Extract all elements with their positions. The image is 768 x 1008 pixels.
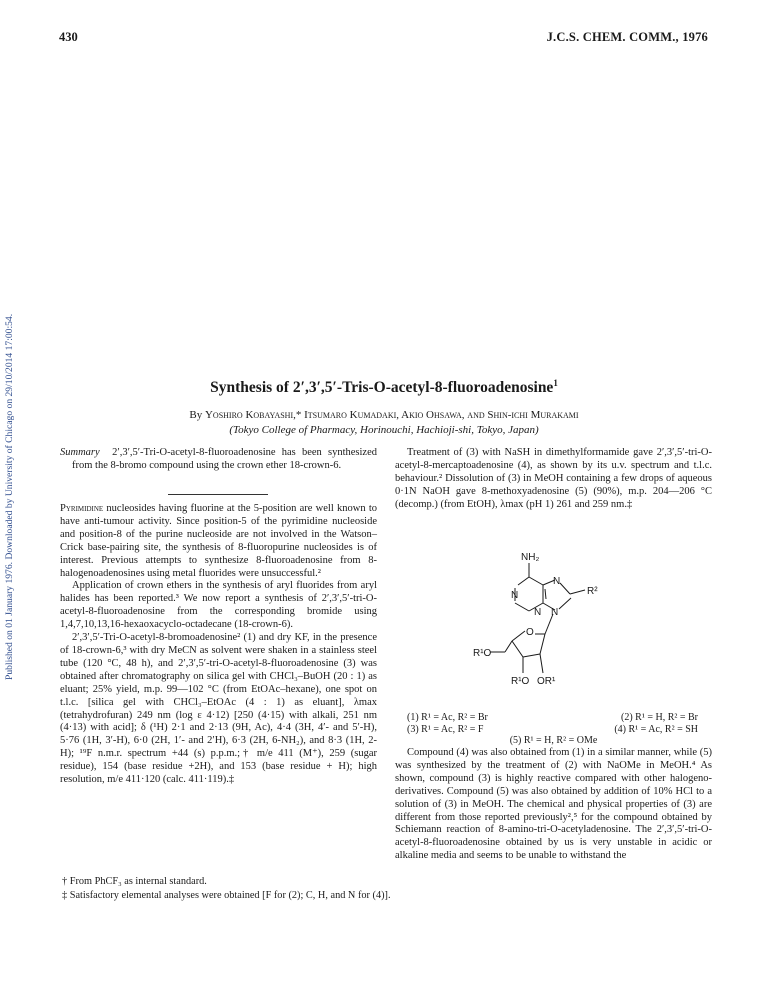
footnote-double-dagger: ‡ Satisfactory elemental analyses were obtained [F for (2); C, H, and N for (4)]. [62, 890, 391, 901]
paragraph-synthesis: 2′,3′,5′-Tri-O-acetyl-8-bromoadenosine² (1) and dry KF, in the presence of 18-crown-6,³ with dry MeCN as solvent were shaken in a stainless steel tube (120 °C, 48 h), and 2′,3′,5′-tri-O-acetyl-8-fluoroadenosine (3) was obtained after chromatography on silica gel with CHCl₃–BuOH (20 : 1) as eluant; 25% yield, m.p. 99—102 °C (from EtOAc–hexane), one spot on t.l.c. [silica gel with CHCl₃–EtOAc (4 : 1) as eluant], λmax (tetrahydrofuran) 249 nm (log ε 4·12) [250 (4·15) with alkali, 251 nm (4·13) with acid]; δ (¹H) 2·1 and 2·13 (9H, Ac), 4·4 (3H, 4′- and 5′-H), 5·76 (1H, 3′-H), 6·0 (2H, 1′- and 2′H), 6·3 (2H, 6-NH₂), and 8·3 (1H, 2-H); ¹⁹F n.m.r. spectrum +44 (s) p.p.m.;† m/e 411 (M⁺), 259 (sugar residue), 154 (base residue +2H), and 153 (base residue + H); high resolution, m/e 411·120 (calc. 411·119).‡ [60, 632, 377, 786]
compound-2: (2) R¹ = H, R² = Br [621, 712, 698, 723]
label-n1: N [511, 590, 519, 601]
summary [60, 447, 377, 473]
authors-line [0, 408, 768, 423]
page-number: 430 [59, 30, 78, 44]
label-ring-oxygen: O [526, 627, 534, 638]
label-r2: R² [587, 586, 598, 597]
right-column-bottom [395, 747, 712, 863]
compound-1: (1) R¹ = Ac, R² = Br [407, 712, 488, 723]
label-n7: N [553, 576, 561, 587]
summary-divider [168, 494, 268, 495]
footnote-dagger: † From PhCF₃ as internal standard. [62, 876, 207, 887]
compound-5: (5) R¹ = H, R² = OMe [509, 735, 598, 747]
paragraph-text: nucleosides having fluorine at the 5-position are well known to have anti-tumour activity. Since position-5 of the pyrimidine nucleoside and position-8 of the purine nucleoside are not involved in the Watson–Crick base-pairing site, the synthesis of 8-fluoropurine nucleosides is of interest. Previous attempts to synthesize 8-fluoroadenosine from 8-halogenoadenosines using metal fluorides were unsuccessful.² [60, 503, 377, 579]
paragraph-crown-ethers: Application of crown ethers in the synthesis of aryl fluorides from aryl halides has been reported.³ We now report a synthesis of 2′,3′,5′-tri-O-acetyl-8-fluoroadenosine from the corresponding bromide using 1,4,7,10,13,16-hexaoxacyclo-octadecane (18-crown-6). [60, 580, 377, 631]
label-n9: N [551, 607, 559, 618]
label-n3: N [534, 607, 542, 618]
title-reference: 1 [553, 378, 558, 388]
right-column-top [395, 447, 712, 512]
affiliation: (Tokyo College of Pharmacy, Horinouchi, Hachioji-shi, Tokyo, Japan) [229, 424, 539, 436]
authors: Yoshiro Kobayashi,* Itsumaro Kumadaki, Akio Ohsawa, and Shin-ichi Murakami [204, 409, 579, 421]
journal-header: J.C.S. CHEM. COMM., 1976 [546, 30, 708, 44]
compound-row [395, 712, 712, 724]
paragraph-lead: Pyrimidine [60, 503, 104, 514]
article-title [0, 378, 768, 397]
left-column [60, 503, 377, 787]
paragraph-compound-4: Compound (4) was also obtained from (1) in a similar manner, while (5) was synthesized by the treatment of (2) with NaOMe in MeOH.⁴ As shown, compound (3) is highly reactive compared with other halogeno-derivatives. Compound (5) was also obtained by addition of 10% HCl to a solution of (3) in MeOH. The chemical and physical properties of (3) are different from those reported previously²,⁵ for the compound obtained by Schiemann reaction of 8-amino-tri-O-acetyladenosine. The 2′,3′,5′-tri-O-acetyl-8-fluoroadenosine obtained by us is very unstable in acidic or alkaline media and seems to be unable to withstand the [395, 747, 712, 862]
structure-bonds [490, 563, 585, 673]
summary-text: 2′,3′,5′-Tri-O-acetyl-8-fluoroadenosine has been synthesized from the 8-bromo compound using the crown ether 18-crown-6. [72, 447, 378, 471]
byline-by: By [189, 409, 203, 421]
title-text: Synthesis of 2′,3′,5′-Tris-O-acetyl-8-fluoroadenosine [210, 379, 554, 397]
label-r1o-3prime: R¹O [511, 676, 530, 687]
compound-list [395, 712, 712, 747]
compound-3: (3) R¹ = Ac, R² = F [407, 723, 484, 735]
byline [0, 408, 768, 438]
paragraph-treatment: Treatment of (3) with NaSH in dimethylformamide gave 2′,3′,5′-tri-O-acetyl-8-mercaptoadenosine (4), as shown by its u.v. spectrum and t.l.c. behaviour.² Dissolution of (3) in MeOH containing a few drops of aqueous 0·1N NaOH gave 8-methoxyadenosine (5) (90%), m.p. 204—206 °C (decomp.) (from EtOH), λmax (pH 1) 261 and 259 nm.‡ [395, 447, 712, 510]
compound-row [395, 724, 712, 736]
label-r1o-5prime: R¹O [473, 648, 492, 659]
chemical-structure [395, 540, 712, 710]
footnotes [60, 875, 720, 903]
label-nh2: NH₂ [521, 552, 540, 563]
summary-lead: Summary [60, 447, 100, 458]
download-side-note[interactable]: Published on 01 January 1976. Downloaded by University of Chicago on 29/10/2014 17:00:54. [4, 313, 15, 680]
label-or1-2prime: OR¹ [537, 676, 556, 687]
paragraph-intro [60, 503, 377, 580]
compound-4: (4) R¹ = Ac, R² = SH [614, 723, 698, 735]
